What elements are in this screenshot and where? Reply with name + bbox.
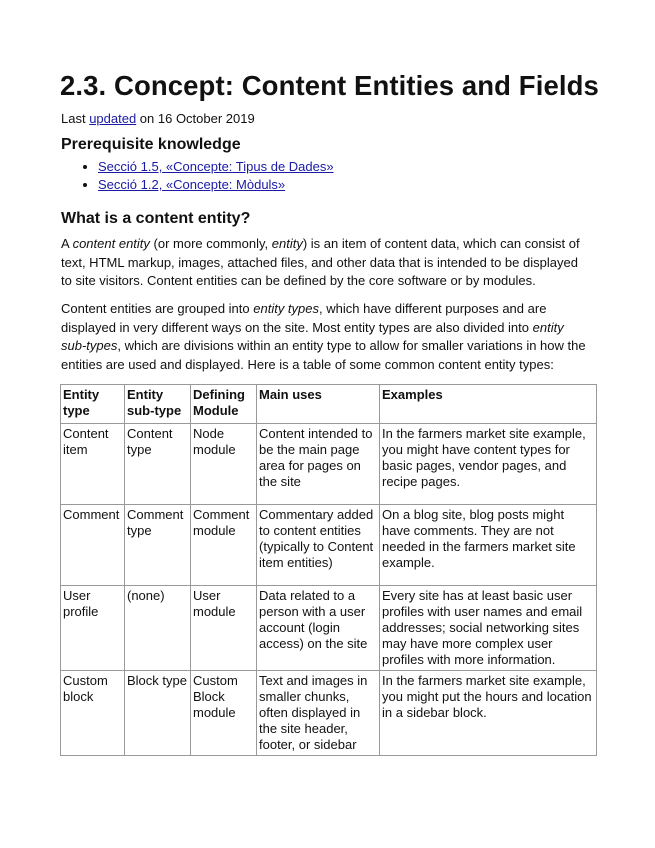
prerequisite-item (98, 176, 334, 194)
table-row (61, 424, 597, 505)
last-updated-prefix: Last (61, 111, 90, 126)
table-cell: Content type (125, 424, 191, 505)
text-run: (or more commonly, (149, 236, 272, 251)
table-cell: Custom Block module (191, 671, 257, 756)
table-cell: Comment (61, 505, 125, 586)
table-cell: User profile (61, 586, 125, 671)
table-row (61, 671, 597, 756)
prerequisite-list (80, 158, 334, 194)
table-cell: In the farmers market site example, you might have content types for basic pages, vendor pages, and recipe pages. (380, 424, 597, 505)
table-cell: In the farmers market site example, you might put the hours and location in a sidebar block. (380, 671, 597, 756)
page-title: 2.3. Concept: Content Entities and Fields (60, 70, 599, 101)
text-run: Content entities are grouped into (61, 301, 254, 316)
table-cell: (none) (125, 586, 191, 671)
prerequisite-item (98, 158, 334, 176)
prerequisite-link-data-types[interactable]: Secció 1.5, «Concepte: Tipus de Dades» (98, 159, 334, 174)
header-entity-type: Entity type (61, 385, 125, 424)
emphasis: entity types (253, 301, 320, 316)
table-header-row (61, 385, 597, 424)
table-cell: Text and images in smaller chunks, often displayed in the site header, footer, or sidebar (257, 671, 380, 756)
header-main-uses: Main uses (257, 385, 380, 424)
table-cell: Content intended to be the main page area for pages on the site (257, 424, 380, 505)
entity-types-table (60, 384, 597, 756)
table-cell: Custom block (61, 671, 125, 756)
last-updated-suffix: on 16 October 2019 (136, 111, 255, 126)
prerequisite-heading: Prerequisite knowledge (61, 136, 241, 153)
header-examples: Examples (380, 385, 597, 424)
table-cell: Node module (191, 424, 257, 505)
table-cell: On a blog site, blog posts might have comments. They are not needed in the farmers market site example. (380, 505, 597, 586)
updated-link[interactable]: updated (89, 111, 137, 126)
paragraph-definition (61, 235, 591, 291)
table-cell: Data related to a person with a user account (login access) on the site (257, 586, 380, 671)
table-cell: Comment module (191, 505, 257, 586)
section-heading: What is a content entity? (61, 210, 251, 227)
emphasis: content entity (72, 236, 150, 251)
last-updated (61, 111, 255, 126)
text-run: A (61, 236, 73, 251)
table-cell: Content item (61, 424, 125, 505)
table-cell: Comment type (125, 505, 191, 586)
prerequisite-link-modules[interactable]: Secció 1.2, «Concepte: Mòduls» (98, 177, 286, 192)
table-cell: Block type (125, 671, 191, 756)
emphasis: entity sub-types (61, 319, 564, 353)
table-row (61, 586, 597, 671)
header-defining-module: Defining Module (191, 385, 257, 424)
table-cell: User module (191, 586, 257, 671)
header-entity-subtype: Entity sub-type (125, 385, 191, 424)
table-row (61, 505, 597, 586)
emphasis: entity (271, 236, 303, 251)
paragraph-entity-types (61, 300, 591, 374)
text-run: , which have different purposes and are displayed in very different ways on the site. Most entity types are also divided into (61, 301, 547, 335)
table-cell: Commentary added to content entities (typically to Content item entities) (257, 505, 380, 586)
table-cell: Every site has at least basic user profiles with user names and email addresses; social networking sites may have more complex user profiles with more information. (380, 586, 597, 671)
text-run: ) is an item of content data, which can consist of text, HTML markup, images, attached files, and other data that is intended to be displayed to site visitors. Content entities can be defined by the core software or by modules. (61, 236, 580, 288)
text-run: , which are divisions within an entity type to allow for smaller variations in how the entities are used and displayed. Here is a table of some common content entity types: (61, 338, 586, 372)
